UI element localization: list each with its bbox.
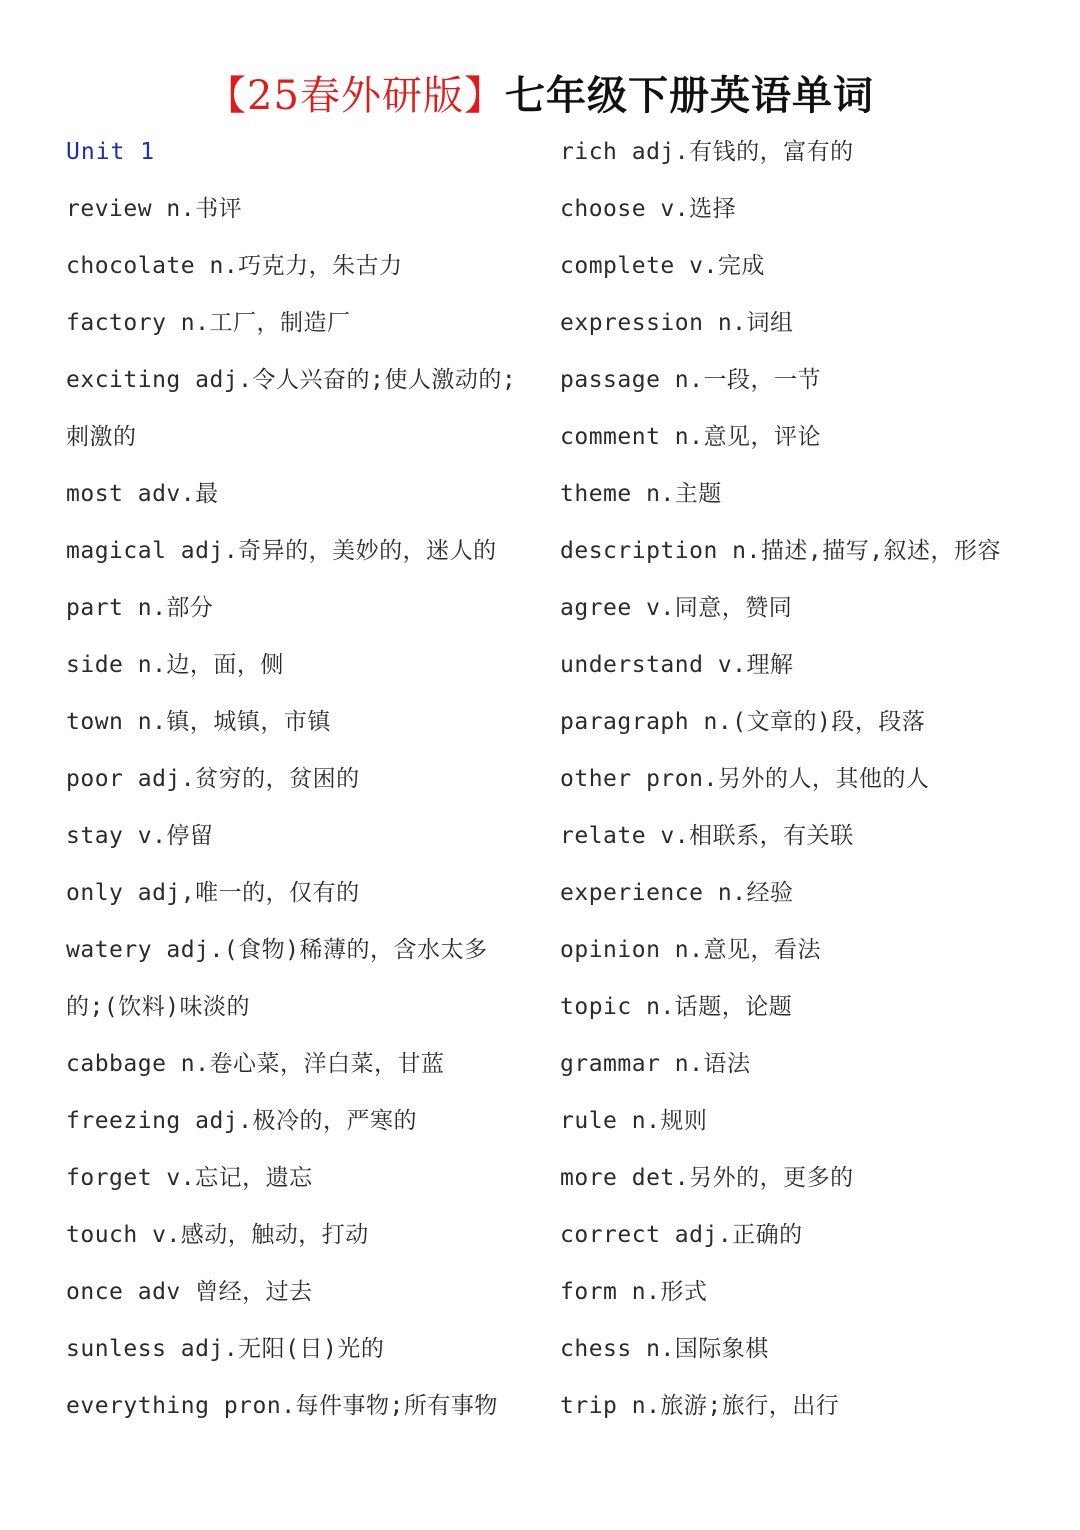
vocab-entry: watery adj.(食物)稀薄的，含水太多	[66, 937, 488, 963]
vocab-entry: forget v.忘记，遗忘	[66, 1165, 313, 1191]
vocab-entry: form n.形式	[560, 1279, 708, 1305]
vocab-entry: paragraph n.(文章的)段，段落	[560, 709, 926, 735]
vocab-entry: chocolate n.巧克力，朱古力	[66, 253, 403, 279]
vocab-entry: poor adj.贫穷的，贫困的	[66, 766, 360, 792]
vocab-entry: grammar n.语法	[560, 1051, 751, 1077]
vocab-entry: topic n.话题，论题	[560, 994, 793, 1020]
vocab-entry: 刺激的	[66, 424, 137, 450]
vocab-entry: most adv.最	[66, 481, 219, 507]
vocab-entry: town n.镇，城镇，市镇	[66, 709, 331, 735]
vocab-entry: magical adj.奇异的，美妙的，迷人的	[66, 538, 497, 564]
vocab-entry: review n.书评	[66, 196, 243, 222]
vocab-entry: factory n.工厂，制造厂	[66, 310, 351, 336]
vocab-entry: exciting adj.令人兴奋的;使人激动的;	[66, 367, 517, 393]
vocab-entry: touch v.感动，触动，打动	[66, 1222, 369, 1248]
vocab-entry: only adj,唯一的，仅有的	[66, 880, 360, 906]
vocab-entry: cabbage n.卷心菜，洋白菜，甘蓝	[66, 1051, 445, 1077]
vocab-entry: relate v.相联系，有关联	[560, 823, 854, 849]
vocab-entry: expression n.词组	[560, 310, 794, 336]
vocab-entry: description n.描述,描写,叙述，形容	[560, 538, 1002, 564]
vocab-entry: opinion n.意见，看法	[560, 937, 821, 963]
vocab-entry: correct adj.正确的	[560, 1222, 803, 1248]
vocab-entry: rule n.规则	[560, 1108, 708, 1134]
vocab-entry: comment n.意见，评论	[560, 424, 821, 450]
vocab-entry: passage n.一段，一节	[560, 367, 821, 393]
vocab-entry: other pron.另外的人，其他的人	[560, 766, 930, 792]
vocab-entry: more det.另外的，更多的	[560, 1165, 854, 1191]
vocab-entry: experience n.经验	[560, 880, 794, 906]
vocab-entry: choose v.选择	[560, 196, 737, 222]
vocab-entry: everything pron.每件事物;所有事物	[66, 1393, 498, 1419]
vocab-entry: sunless adj.无阳(日)光的	[66, 1336, 385, 1362]
vocab-entry: trip n.旅游;旅行，出行	[560, 1393, 840, 1419]
vocab-entry: freezing adj.极冷的，严寒的	[66, 1108, 418, 1134]
vocab-entry: once adv 曾经，过去	[66, 1279, 313, 1305]
vocab-entry: theme n.主题	[560, 481, 722, 507]
unit-heading: Unit 1	[66, 139, 156, 165]
title-prefix: 【25春外研版】	[206, 73, 505, 119]
right-word-column	[560, 124, 1030, 1435]
vocab-entry: agree v.同意，赞同	[560, 595, 793, 621]
vocab-entry: side n.边，面，侧	[66, 652, 284, 678]
vocab-entry: chess n.国际象棋	[560, 1336, 769, 1362]
vocab-entry: stay v.停留	[66, 823, 214, 849]
vocab-entry: understand v.理解	[560, 652, 794, 678]
title-main: 七年级下册英语单词	[504, 72, 874, 119]
vocab-entry: part n.部分	[66, 595, 214, 621]
vocab-entry: 的;(饮料)味淡的	[66, 994, 251, 1020]
page-title	[0, 68, 1080, 124]
vocab-entry: complete v.完成	[560, 253, 765, 279]
vocab-entry: rich adj.有钱的，富有的	[560, 139, 854, 165]
left-word-column	[66, 124, 536, 1435]
